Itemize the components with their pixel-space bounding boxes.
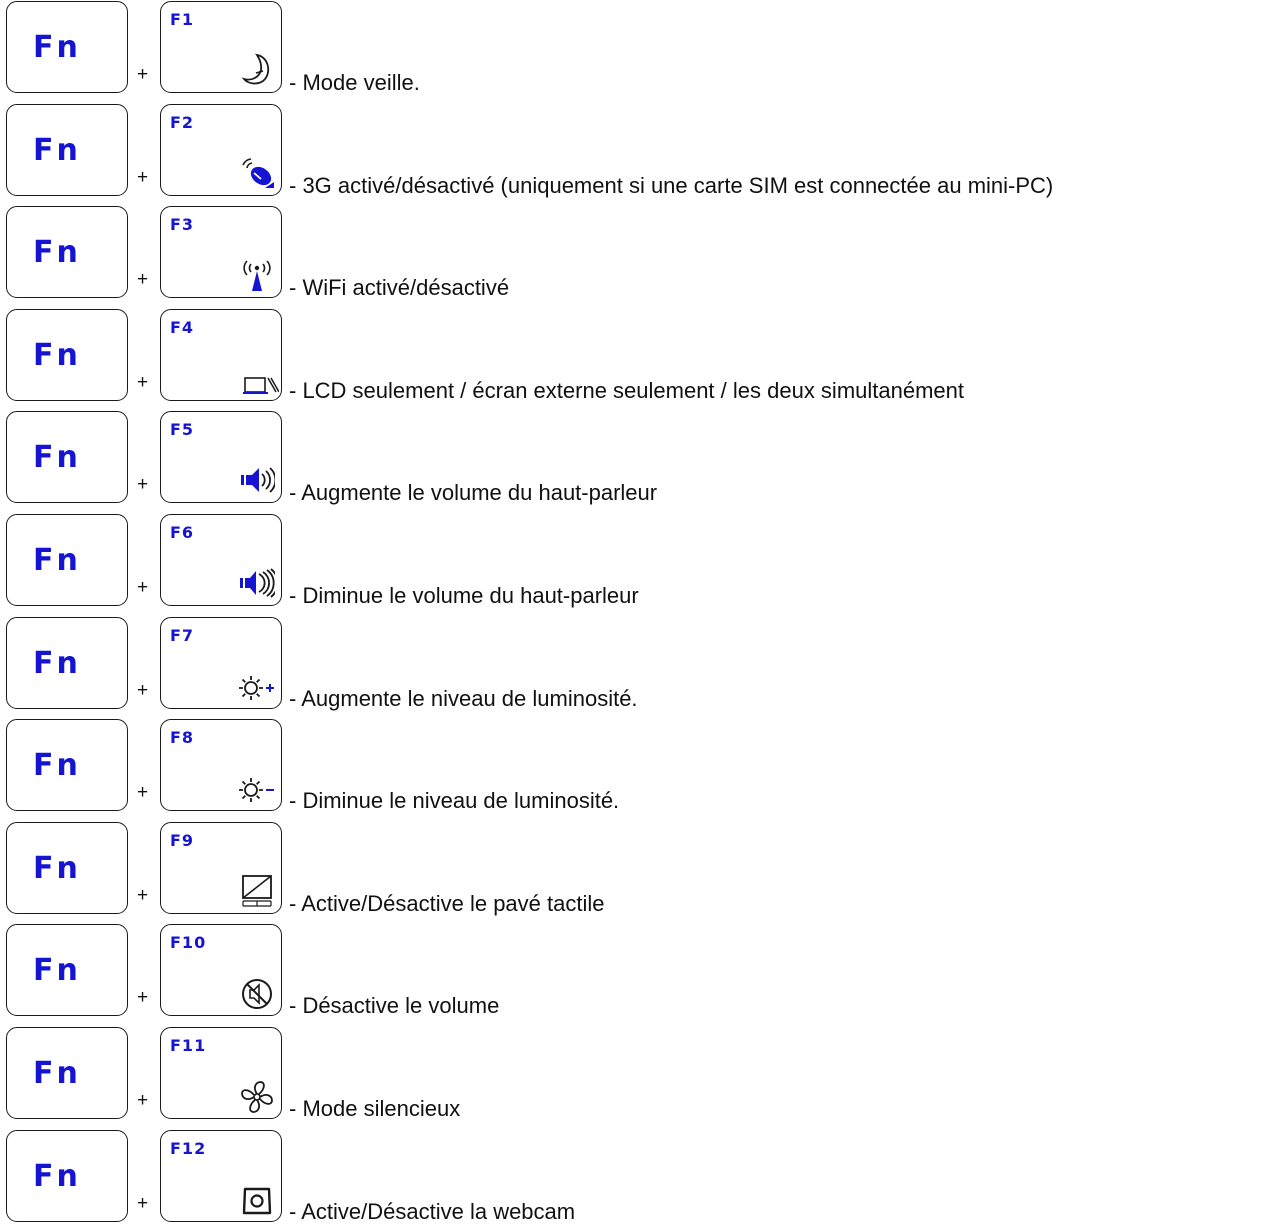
shortcut-row-f6 xyxy=(0,513,1264,616)
plus-sign: + xyxy=(137,474,149,496)
f5-key xyxy=(160,411,282,503)
shortcut-description: - 3G activé/désactivé (uniquement si une carte SIM est connectée au mini-PC) xyxy=(289,172,1054,198)
touchpad-off-icon xyxy=(239,873,275,909)
f4-key xyxy=(160,309,282,401)
shortcut-row-f11 xyxy=(0,1026,1264,1129)
fan-icon xyxy=(239,1078,275,1114)
shortcut-row-f1 xyxy=(0,0,1264,103)
fn-key xyxy=(6,309,128,401)
f3-key xyxy=(160,206,282,298)
fn-key-label: Fn xyxy=(33,748,81,784)
fn-key-label: Fn xyxy=(33,1158,81,1194)
f3-key-label: F3 xyxy=(170,215,195,235)
f8-key xyxy=(160,719,282,811)
fn-key-label: Fn xyxy=(33,440,81,476)
shortcut-description: - Augmente le niveau de luminosité. xyxy=(289,685,638,711)
f8-key-label: F8 xyxy=(170,728,195,748)
shortcut-row-f7 xyxy=(0,616,1264,719)
fn-key xyxy=(6,719,128,811)
f10-key xyxy=(160,924,282,1016)
fn-key-label: Fn xyxy=(33,850,81,886)
shortcut-description: - WiFi activé/désactivé xyxy=(289,275,510,301)
fn-key-label: Fn xyxy=(33,542,81,578)
volume-down-icon xyxy=(239,565,275,601)
wifi-antenna-icon xyxy=(239,257,275,293)
display-switch-icon xyxy=(219,360,279,396)
volume-up-icon xyxy=(239,462,275,498)
plus-sign: + xyxy=(137,1192,149,1214)
f6-key-label: F6 xyxy=(170,522,195,542)
shortcut-row-f2 xyxy=(0,103,1264,206)
moon-icon xyxy=(239,52,275,88)
f12-key xyxy=(160,1130,282,1222)
fn-key xyxy=(6,1130,128,1222)
shortcut-row-f4 xyxy=(0,308,1264,411)
fn-key xyxy=(6,617,128,709)
fn-key xyxy=(6,924,128,1016)
plus-sign: + xyxy=(137,576,149,598)
f11-key-label: F11 xyxy=(170,1035,207,1055)
f2-key xyxy=(160,104,282,196)
fn-key xyxy=(6,822,128,914)
shortcut-description: - Mode veille. xyxy=(289,70,420,95)
fn-key-label: Fn xyxy=(33,337,81,373)
plus-sign: + xyxy=(137,679,149,701)
f7-key-label: F7 xyxy=(170,625,195,645)
f6-key xyxy=(160,514,282,606)
f1-key-label: F1 xyxy=(170,10,195,29)
plus-sign: + xyxy=(137,1089,149,1111)
plus-sign: + xyxy=(137,64,149,85)
fn-key xyxy=(6,411,128,503)
fn-key xyxy=(6,206,128,298)
shortcut-description: - Active/Désactive la webcam xyxy=(289,1198,576,1224)
fn-key-label: Fn xyxy=(33,645,81,681)
fn-key-label: Fn xyxy=(33,1055,81,1091)
shortcut-row-f10 xyxy=(0,923,1264,1026)
f10-key-label: F10 xyxy=(170,933,207,953)
plus-sign: + xyxy=(137,166,149,188)
f1-key xyxy=(160,1,282,93)
f4-key-label: F4 xyxy=(170,317,195,337)
f5-key-label: F5 xyxy=(170,420,195,440)
fn-key-label: Fn xyxy=(33,235,81,271)
fn-key-label: Fn xyxy=(33,953,81,989)
webcam-icon xyxy=(239,1181,275,1217)
shortcut-description: - Augmente le volume du haut-parleur xyxy=(289,480,658,506)
shortcut-description: - LCD seulement / écran externe seulement / les deux simultanément xyxy=(289,377,964,403)
f9-key-label: F9 xyxy=(170,830,195,850)
shortcut-description: - Diminue le volume du haut-parleur xyxy=(289,582,639,608)
f12-key-label: F12 xyxy=(170,1138,207,1158)
mute-icon xyxy=(239,975,275,1011)
shortcut-row-f5 xyxy=(0,410,1264,513)
fn-key-label: Fn xyxy=(33,132,81,168)
f9-key xyxy=(160,822,282,914)
brightness-up-icon xyxy=(209,668,275,704)
fn-key xyxy=(6,514,128,606)
f7-key xyxy=(160,617,282,709)
shortcut-description: - Active/Désactive le pavé tactile xyxy=(289,890,605,916)
shortcut-row-f12 xyxy=(0,1129,1264,1231)
fn-key-label: Fn xyxy=(33,30,81,65)
shortcut-row-f8 xyxy=(0,718,1264,821)
f11-key xyxy=(160,1027,282,1119)
plus-sign: + xyxy=(137,371,149,393)
plus-sign: + xyxy=(137,987,149,1009)
plus-sign: + xyxy=(137,269,149,291)
f2-key-label: F2 xyxy=(170,112,195,132)
shortcut-description: - Diminue le niveau de luminosité. xyxy=(289,788,620,814)
fn-key xyxy=(6,104,128,196)
plus-sign: + xyxy=(137,782,149,804)
fn-key xyxy=(6,1,128,93)
satellite-icon xyxy=(239,155,275,191)
fn-key xyxy=(6,1027,128,1119)
shortcut-description: - Mode silencieux xyxy=(289,1095,461,1121)
shortcut-row-f9 xyxy=(0,821,1264,924)
brightness-down-icon xyxy=(209,770,275,806)
shortcut-description: - Désactive le volume xyxy=(289,993,500,1019)
shortcut-row-f3 xyxy=(0,205,1264,308)
plus-sign: + xyxy=(137,884,149,906)
